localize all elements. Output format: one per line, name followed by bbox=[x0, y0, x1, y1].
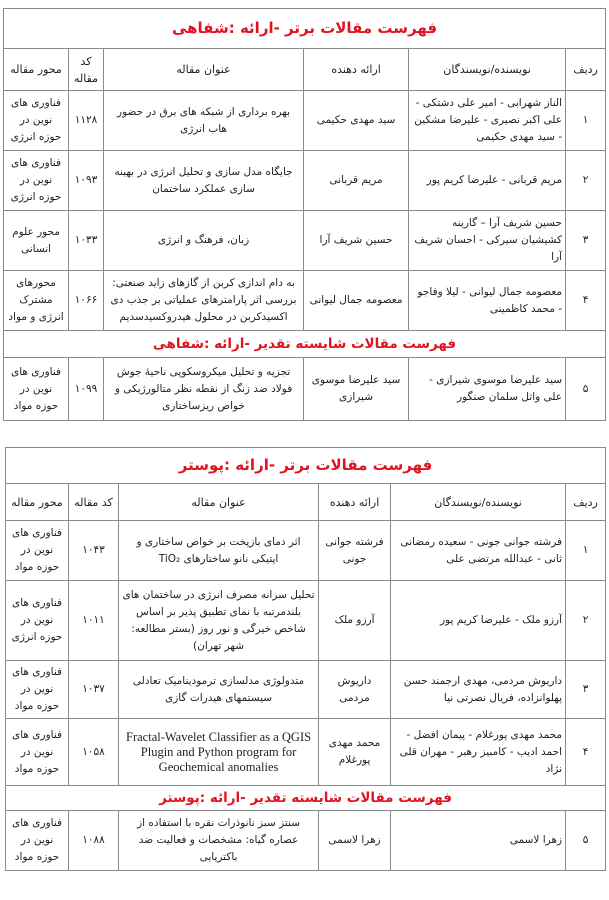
row-number: ۲ bbox=[566, 581, 606, 661]
poster-table bbox=[5, 447, 606, 871]
authors: سید علیرضا موسوی شیرازی - علی واثل سلمان صنگور bbox=[409, 358, 566, 421]
presenter: سید علیرضا موسوی شیرازی bbox=[304, 358, 409, 421]
presenter: فرشته جوانی جونی bbox=[319, 521, 391, 581]
table-row bbox=[4, 151, 606, 211]
paper-code: ۱۰۹۳ bbox=[69, 151, 104, 211]
row-number: ۳ bbox=[566, 211, 606, 271]
presenter: داریوش مردمی bbox=[319, 661, 391, 719]
paper-axis: محور علوم انسانی bbox=[4, 211, 69, 271]
paper-code: ۱۰۶۶ bbox=[69, 271, 104, 331]
column-header-presenter: ارائه دهنده bbox=[319, 484, 391, 521]
table-row bbox=[6, 811, 606, 871]
paper-title: تجزیه و تحلیل میکروسکوپی ناحیهٔ جوش فولاد ضد زنگ از نقطه نظر متالورژیکی و خواص ریزساختاری bbox=[104, 358, 304, 421]
paper-code: ۱۰۳۷ bbox=[69, 661, 119, 719]
paper-axis: فناوری های نوین در حوزه مواد bbox=[6, 661, 69, 719]
paper-axis: فناوری های نوین در حوزه انرژی bbox=[6, 581, 69, 661]
paper-code: ۱۰۳۳ bbox=[69, 211, 104, 271]
row-number: ۱ bbox=[566, 521, 606, 581]
paper-axis: فناوری های نوین در حوزه مواد bbox=[4, 358, 69, 421]
row-number: ۳ bbox=[566, 661, 606, 719]
table-row bbox=[6, 521, 606, 581]
column-header-paper-code: کد مقاله bbox=[69, 49, 104, 91]
column-header-row-number: ردیف bbox=[566, 484, 606, 521]
paper-title: Fractal-Wavelet Classifier as a QGIS Plugin and Python program for Geochemical anomalies bbox=[119, 719, 319, 786]
presenter: معصومه جمال لیوانی bbox=[304, 271, 409, 331]
row-number: ۵ bbox=[566, 358, 606, 421]
presenter: سید مهدی حکیمی bbox=[304, 91, 409, 151]
paper-axis: فناوری های نوین در حوزه انرژی bbox=[4, 151, 69, 211]
presenter: محمد مهدی پورغلام bbox=[319, 719, 391, 786]
row-number: ۴ bbox=[566, 719, 606, 786]
table-row bbox=[6, 719, 606, 786]
paper-axis: فناوری های نوین در حوزه مواد bbox=[6, 521, 69, 581]
presenter: آرزو ملک bbox=[319, 581, 391, 661]
merit-section-title: فهرست مقالات شایسته تقدیر -ارائه :شفاهی bbox=[4, 331, 606, 358]
row-number: ۱ bbox=[566, 91, 606, 151]
column-header-row-number: ردیف bbox=[566, 49, 606, 91]
paper-code: ۱۰۱۱ bbox=[69, 581, 119, 661]
presenter: حسین شریف آرا bbox=[304, 211, 409, 271]
column-header-authors: نویسنده/نویسندگان bbox=[391, 484, 566, 521]
presenter: زهرا لاسمی bbox=[319, 811, 391, 871]
paper-title: تحلیل سرانه مصرف انرژی در ساختمان های بلندمرتبه با نمای تطبیق پذیر بر اساس شاخص خیرگی و نور روز (بستر مطالعه: شهر تهران) bbox=[119, 581, 319, 661]
paper-title: سنتز سبز نانوذرات نقره با استفاده از عصاره گیاه: مشخصات و فعالیت ضد باکتریایی bbox=[119, 811, 319, 871]
header-row bbox=[6, 484, 606, 521]
column-header-paper-title: عنوان مقاله bbox=[119, 484, 319, 521]
authors: الناز شهرابی - امیر علی دشتکی - علی اکبر نصیری - علیرضا مشکین - سید مهدی حکیمی bbox=[409, 91, 566, 151]
table-row bbox=[4, 91, 606, 151]
section-title: فهرست مقالات برتر -ارائه :پوستر bbox=[6, 448, 606, 484]
authors: حسین شریف آرا – گارینه کشیشیان سیرکی - احسان شریف آرا bbox=[409, 211, 566, 271]
authors: محمد مهدی پورغلام - پیمان افضل - احمد ادیب - کامبیز رهبر - مهران قلی نژاد bbox=[391, 719, 566, 786]
authors: معصومه جمال لیوانی - لیلا وفاجو - محمد کاظمینی bbox=[409, 271, 566, 331]
paper-axis: فناوری های نوین در حوزه مواد bbox=[6, 719, 69, 786]
merit-section-title: فهرست مقالات شایسته تقدیر -ارائه :پوستر bbox=[6, 786, 606, 811]
paper-axis: محورهای مشترک انرژی و مواد bbox=[4, 271, 69, 331]
table-row bbox=[4, 271, 606, 331]
row-number: ۲ bbox=[566, 151, 606, 211]
table-row bbox=[4, 358, 606, 421]
paper-code: ۱۱۲۸ bbox=[69, 91, 104, 151]
authors: آرزو ملک - علیرضا کریم پور bbox=[391, 581, 566, 661]
oral-table bbox=[3, 8, 606, 421]
row-number: ۴ bbox=[566, 271, 606, 331]
presenter: مریم قربانی bbox=[304, 151, 409, 211]
paper-code: ۱۰۴۳ bbox=[69, 521, 119, 581]
section-title: فهرست مقالات برتر -ارائه :شفاهی bbox=[4, 9, 606, 49]
paper-title: به دام اندازی کربن از گازهای زاید صنعتی: بررسی اثر پارامترهای عملیاتی بر جذب دی اکسیدکربن در محلول هیدروکسیدسدیم bbox=[104, 271, 304, 331]
column-header-paper-title: عنوان مقاله bbox=[104, 49, 304, 91]
column-header-paper-code: کد مقاله bbox=[69, 484, 119, 521]
paper-title: اثر دمای بازپخت بر خواص ساختاری و اپتیکی نانو ساختارهای TiO₂ bbox=[119, 521, 319, 581]
authors: زهرا لاسمی bbox=[391, 811, 566, 871]
header-row bbox=[4, 49, 606, 91]
table-row bbox=[4, 211, 606, 271]
column-header-authors: نویسنده/نویسندگان bbox=[409, 49, 566, 91]
paper-code: ۱۰۵۸ bbox=[69, 719, 119, 786]
row-number: ۵ bbox=[566, 811, 606, 871]
paper-axis: فناوری های نوین در حوزه انرژی bbox=[4, 91, 69, 151]
paper-code: ۱۰۸۸ bbox=[69, 811, 119, 871]
paper-axis: فناوری های نوین در حوزه مواد bbox=[6, 811, 69, 871]
table-row bbox=[6, 661, 606, 719]
authors: فرشته جوانی جونی - سعیده رمضانی ثانی - عبدالله مرتضی علی bbox=[391, 521, 566, 581]
paper-title: بهره برداری از شبکه های برق در حضور هاب انرژی bbox=[104, 91, 304, 151]
paper-title: جایگاه مدل سازی و تحلیل انرژی در بهینه سازی عملکرد ساختمان bbox=[104, 151, 304, 211]
column-header-presenter: ارائه دهنده bbox=[304, 49, 409, 91]
authors: داریوش مردمی، مهدی ارجمند حسن پهلوانزاده، فریال نصرتی نیا bbox=[391, 661, 566, 719]
column-header-paper-axis: محور مقاله bbox=[6, 484, 69, 521]
column-header-paper-axis: محور مقاله bbox=[4, 49, 69, 91]
authors: مریم قربانی - علیرضا کریم پور bbox=[409, 151, 566, 211]
paper-code: ۱۰۹۹ bbox=[69, 358, 104, 421]
paper-title: زبان، فرهنگ و انرژی bbox=[104, 211, 304, 271]
paper-title: متدولوژی مدلسازی ترمودینامیک تعادلی سیستمهای هیدرات گازی bbox=[119, 661, 319, 719]
table-row bbox=[6, 581, 606, 661]
